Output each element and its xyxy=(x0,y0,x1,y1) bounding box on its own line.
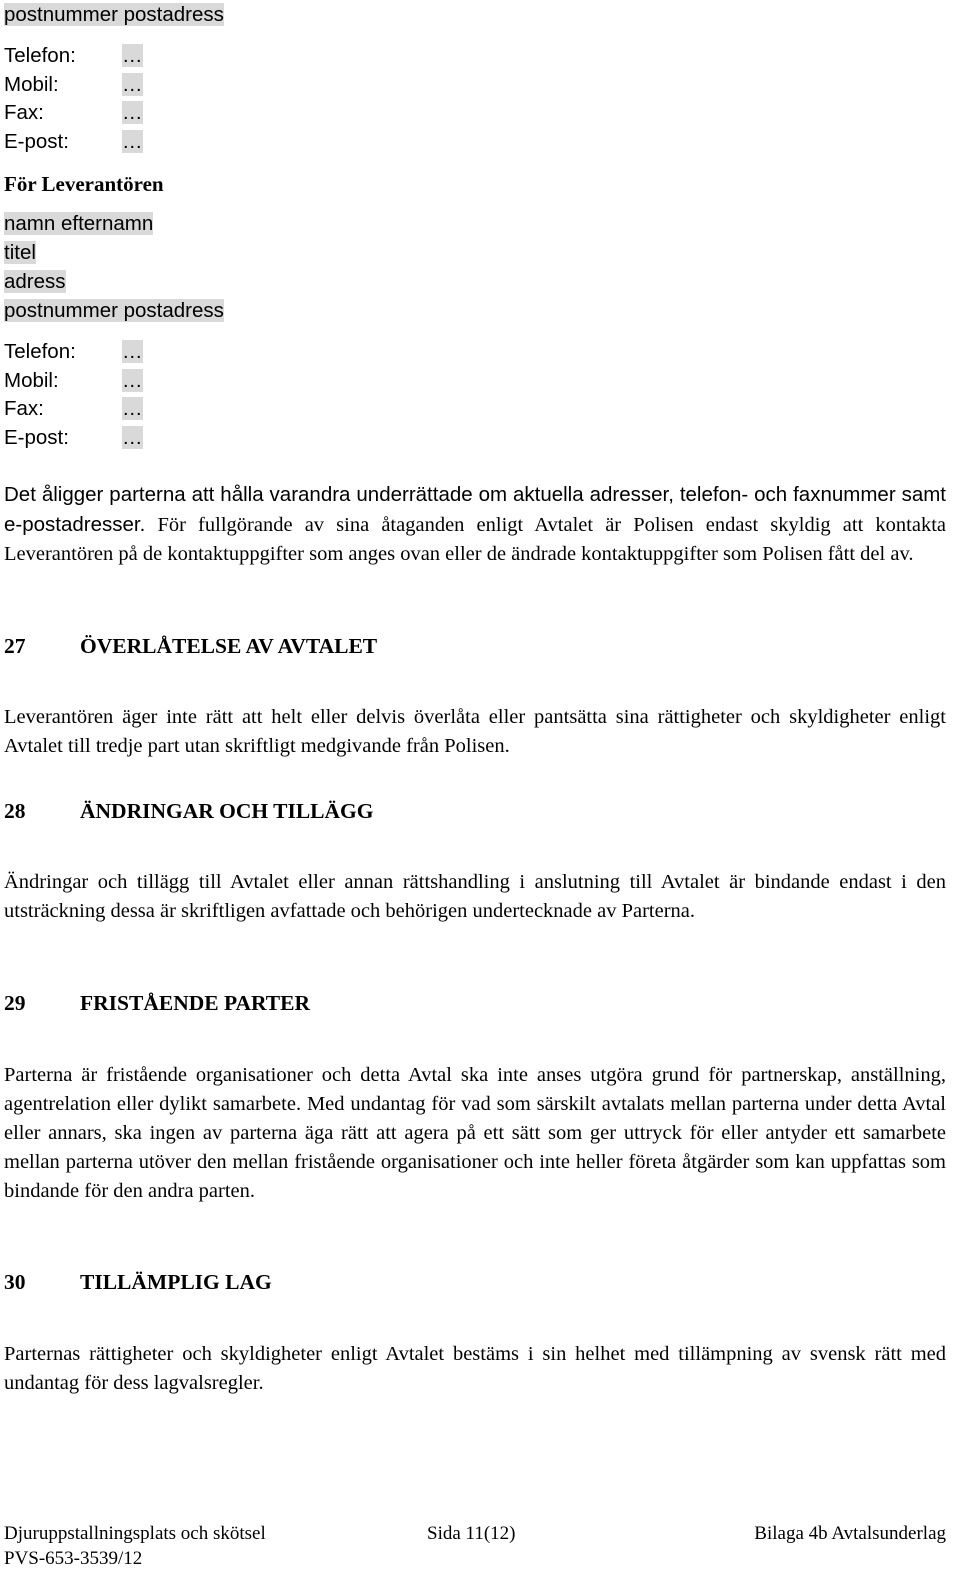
supplier-title: titel xyxy=(4,241,36,264)
section-28-body xyxy=(4,868,946,926)
footer-reference: PVS-653-3539/12 xyxy=(4,1548,143,1569)
section-body-text: Ändringar och tillägg till Avtalet eller annan rättshandling i anslutning till Avtalet är bindande endast i den utsträckning dessa är skriftligen avfattade och behörigen undertecknade av Parterna. xyxy=(4,871,946,922)
mobile-label: Mobil: xyxy=(4,73,59,96)
section-title: FRISTÅENDE PARTER xyxy=(80,991,311,1015)
postal-text: postnummer postadress xyxy=(4,3,224,26)
email-value: … xyxy=(122,426,143,449)
phone-value: … xyxy=(122,340,143,363)
supplier-email-row xyxy=(4,425,143,451)
supplier-address: adress xyxy=(4,270,66,293)
supplier-name: namn efternamn xyxy=(4,212,154,235)
section-number: 29 xyxy=(4,991,26,1015)
section-body-text: Parterna är fristående organisationer och detta Avtal ska inte anses utgöra grund för partnerskap, anställning, agentrelation eller dylikt samarbete. xyxy=(4,1064,946,1115)
email-label: E-post: xyxy=(4,426,69,449)
fax-label: Fax: xyxy=(4,101,44,124)
supplier-address-field xyxy=(4,269,66,295)
section-27-body xyxy=(4,703,946,761)
buyer-phone-row xyxy=(4,43,143,69)
section-27-heading xyxy=(4,634,377,659)
section-29-body xyxy=(4,1061,946,1206)
supplier-fax-row xyxy=(4,396,143,422)
supplier-title-field xyxy=(4,240,36,266)
section-number: 27 xyxy=(4,634,26,658)
buyer-email-row xyxy=(4,129,143,155)
supplier-postal-field xyxy=(4,298,224,324)
section-title: ÖVERLÅTELSE AV AVTALET xyxy=(80,634,378,658)
section-29-heading xyxy=(4,991,310,1016)
contact-update-paragraph xyxy=(4,480,946,569)
phone-label: Telefon: xyxy=(4,44,76,67)
section-number: 30 xyxy=(4,1270,26,1294)
mobile-value: … xyxy=(122,73,143,96)
phone-value: … xyxy=(122,44,143,67)
contact-obligation-text: För fullgörande av sina åtaganden enligt Avtalet är Polisen endast skyldig att kontakta Leverantören på de kontaktuppgifter som anges ovan eller de ändrade kontaktuppgifter som Polisen fått del av. xyxy=(4,514,946,565)
phone-label: Telefon: xyxy=(4,340,76,363)
supplier-name-field xyxy=(4,211,153,237)
footer-page-number: Sida 11(12) xyxy=(427,1523,516,1544)
email-value: … xyxy=(122,130,143,153)
contact-update-text: Det åligger parterna att hålla varandra underrättade om aktuella adresser, telefon- och faxnummer samt e-postadresser. xyxy=(4,483,946,536)
section-30-heading xyxy=(4,1270,272,1295)
mobile-label: Mobil: xyxy=(4,369,59,392)
section-body-text-continued: Med undantag för vad som särskilt avtalats mellan parterna under detta Avtal eller annars, ska ingen av parterna äga rätt att agera på ett sätt som ger uttryck för eller antyder ett samarbete mellan parterna utöver den mellan fristående organisationer och inte heller företa åtgärder som kan uppfattas som bindande för den andra parten. xyxy=(4,1093,947,1202)
fax-value: … xyxy=(122,397,143,420)
fax-value: … xyxy=(122,101,143,124)
footer-right: Bilaga 4b Avtalsunderlag xyxy=(754,1523,946,1544)
supplier-mobile-row xyxy=(4,368,143,394)
section-body-text: Parternas rättigheter och skyldigheter enligt Avtalet bestäms i sin helhet med tillämpning av svensk rätt med undantag för dess lagvalsregler. xyxy=(4,1343,946,1394)
section-30-body xyxy=(4,1340,946,1398)
buyer-fax-row xyxy=(4,100,143,126)
section-number: 28 xyxy=(4,799,26,823)
section-title: ÄNDRINGAR OCH TILLÄGG xyxy=(80,799,374,823)
buyer-postal-field xyxy=(4,2,224,28)
footer-left: Djuruppstallningsplats och skötsel xyxy=(4,1523,266,1544)
section-title: TILLÄMPLIG LAG xyxy=(80,1270,272,1294)
section-body-text: Leverantören äger inte rätt att helt eller delvis överlåta eller pantsätta sina rättigheter och skyldigheter enligt Avtalet till tredje part utan skriftligt medgivande från Polisen. xyxy=(4,706,946,757)
supplier-phone-row xyxy=(4,339,143,365)
email-label: E-post: xyxy=(4,130,69,153)
mobile-value: … xyxy=(122,369,143,392)
buyer-mobile-row xyxy=(4,72,143,98)
fax-label: Fax: xyxy=(4,397,44,420)
section-28-heading xyxy=(4,799,373,824)
supplier-postal: postnummer postadress xyxy=(4,299,224,322)
supplier-block-title: För Leverantören xyxy=(4,172,164,196)
